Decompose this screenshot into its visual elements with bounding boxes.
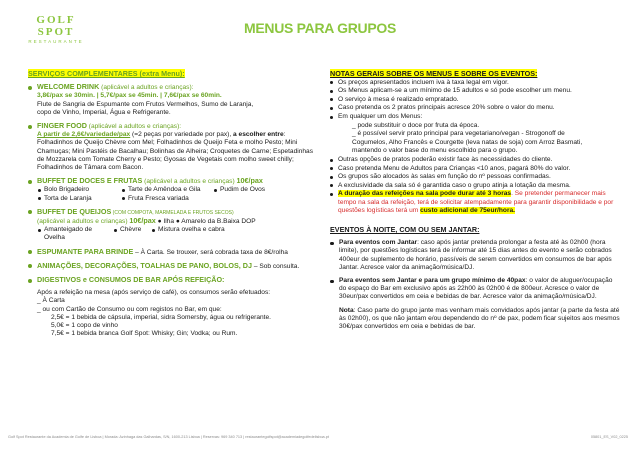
events-note: Nota: Caso parte do grupo jante mas venham mais convidados após jantar (a parte da festa até às 02h00), os que não jantam e/ou dependendo do nº de pax, podem ficar sujeitos aos mesmos 30€/pax convertidos em ceia e bebidas de bar. bbox=[339, 306, 620, 330]
list-item: Caso pretenda Menu de Adultos para Crianças <10 anos, pagará 80% do valor. bbox=[330, 165, 620, 173]
list-item: mantendo o valor base do menu escolhido para o grupo. bbox=[352, 147, 518, 155]
list-item: Outras opções de pratos poderão existir face às necessidades do cliente. bbox=[330, 156, 620, 164]
list-item: O serviço à mesa é realizado empratado. bbox=[330, 96, 620, 104]
right-column bbox=[330, 70, 620, 331]
buffet-doces-title: BUFFET DE DOCES E FRUTAS bbox=[37, 176, 143, 186]
espumante-brinde: ESPUMANTE PARA BRINDE – À Carta. Se trouxer, será cobrada taxa de 8€/rolha bbox=[28, 248, 318, 257]
logo-subtitle: RESTAURANTE bbox=[28, 39, 84, 44]
list-item: Caso pretenda os 2 pratos principais acresce 20% sobre o valor do menu. bbox=[330, 104, 620, 112]
digestivos: DIGESTIVOS e CONSUMOS DE BAR APÓS REFEIÇÃO: Após a refeição na mesa (após serviço de café), os consumos serão efetuados: _ À Carta _ ou com Cartão de Consumo ou com registos no Bar, em que: 2,5€ = 1 bebida de cápsula, imperial, sidra Somersby, água ou refrigerante. 5,0€ = 1 copo de vinho 7,5€ = 1 bebida branca Golf Spot: Whisky; Gin; Vodka; ou Rum. bbox=[28, 276, 318, 338]
list-item: _ pode substituir o doce por fruta da época. bbox=[352, 121, 480, 129]
list-item: Cogumelos, Alho Francês e Courgette (leva natas de soja) com Arroz Basmati, bbox=[352, 138, 583, 146]
footer-text: Golf Spot Restaurante da Academia de Golfe de Lisboa | Morada: Azinhaga das Galhardas, S/N, 1600-213 Lisboa | Reservas: 969 340 713 | restaurantegolfspot@academiadegolfedelisboa.pt bbox=[8, 435, 329, 439]
buffet-queijos: BUFFET DE QUEIJOS (COM COMPOTA, MARMELADA E FRUTOS SECOS) (aplicável a adultos e crianças) 10€/pax ● Ilha ● Amarelo da B.Baixa DOP Amanteigado de Ovelha Chèvre Mistura ovelha e cabra bbox=[28, 208, 318, 243]
notes-heading: NOTAS GERAIS SOBRE OS MENUS E SOBRE OS EVENTOS: bbox=[330, 69, 538, 78]
list-item: Os preços apresentados incluem iva à taxa legal em vigor. bbox=[330, 79, 620, 87]
welcome-drink: WELCOME DRINK (aplicável a adultos e crianças): 3,8€/pax se 30min. | 5,7€/pax se 45min. | 7,6€/pax se 60min. Flute de Sangria de Espumante com Frutos Vermelhos, Sumo de Laranja, copo de Vinho, Imperial, Água e Refrigerante. bbox=[28, 83, 318, 117]
document-code: 05801_ES_V02_0225 bbox=[590, 435, 628, 439]
logo-wordmark: GOLF SPOT bbox=[36, 14, 76, 38]
list-item: Os grupos são alocados às salas em função do nº pessoas confirmadas. bbox=[330, 173, 620, 181]
buffet-queijos-title: BUFFET DE QUEIJOS bbox=[37, 206, 112, 216]
finger-food-price: A partir de 2,6€/variedade/pax bbox=[37, 131, 131, 139]
event-without-dinner: Para eventos sem Jantar e para um grupo mínimo de 40pax: o valor de aluguer/ocupação do espaço do Bar em exclusivo após as 22h00 às 02h00 é de 800eur. Acresce o valor de 30eur/pax convertidos em ceia e bebidas de bar. Acresce valor da animação/música/DJ. bbox=[330, 277, 620, 302]
list-item: _ é possível servir prato principal para vegetariano/vegan - Strogonoff de bbox=[352, 130, 565, 138]
finger-food-title: FINGER FOOD bbox=[37, 121, 87, 131]
animacoes: ANIMAÇÕES, DECORAÇÕES, TOALHAS DE PANO, BOLOS, DJ – Sob consulta. bbox=[28, 262, 318, 271]
footer bbox=[8, 435, 628, 439]
list-item: A exclusividade da sala só é garantida caso o grupo atinja a lotação da mesma. bbox=[330, 182, 620, 190]
buffet-doces: BUFFET DE DOCES E FRUTAS (aplicável a adultos e crianças) 10€/pax Bolo Brigadeiro Tarte de Amêndoa e Gila Pudim de Ovos Torta de Laranja Fruta Fresca variada bbox=[28, 177, 318, 203]
left-column bbox=[28, 70, 318, 338]
welcome-drink-title: WELCOME DRINK bbox=[37, 82, 100, 92]
welcome-drink-prices: 3,8€/pax se 30min. | 5,7€/pax se 45min. | 7,6€/pax se 60min. bbox=[37, 92, 222, 100]
notes-list bbox=[330, 79, 620, 215]
list-item: A duração das refeições na sala pode durar até 3 horas. Se pretender permanecer mais tempo na sala da refeição, terá de solicitar atempadamente para garantir disponibilidade e por questões logísticas terá um custo adicional de 75eur/hora. bbox=[330, 190, 620, 215]
finger-food: FINGER FOOD (aplicável a adultos e crianças): A partir de 2,6€/variedade/pax (=2 peças por variedade por pax), a escolher entre: Folhadinhos de Queijo Chèvre com Mel; Folhadinhos de Queijo Feta e molho Pesto; Mini Chamuças; Mini Pastéis de Bacalhau; Bolinhas de Alheira; Croquetes de Carne; Espetadinhas de Mozzarela com Tomate Cherry e Pesto; Gyosas de Vegetais com molho sweet chilly; Folhadinhos de Tâmara com Bacon. bbox=[28, 122, 318, 172]
page-title: MENUS PARA GRUPOS bbox=[243, 20, 397, 36]
list-item: Os Menus aplicam-se a um mínimo de 15 adultos e só pode escolher um menu. bbox=[330, 87, 620, 95]
list-item: Em qualquer um dos Menus: bbox=[330, 113, 620, 121]
services-heading: SERVIÇOS COMPLEMENTARES (extra Menu): bbox=[28, 69, 185, 78]
event-with-dinner: Para eventos com Jantar: caso após jantar pretenda prolongar a festa até às 02h00 (hora limite), por questões logísticas terá de informar até 15 dias antes do evento e serão cobrados 400eur de suplemento de horário, passíveis de serem convertidos em consumos de bar após Jantar. Acresce valor da animação/música/DJ. bbox=[330, 239, 620, 272]
events-heading: EVENTOS À NOITE, COM OU SEM JANTAR: bbox=[330, 224, 480, 234]
